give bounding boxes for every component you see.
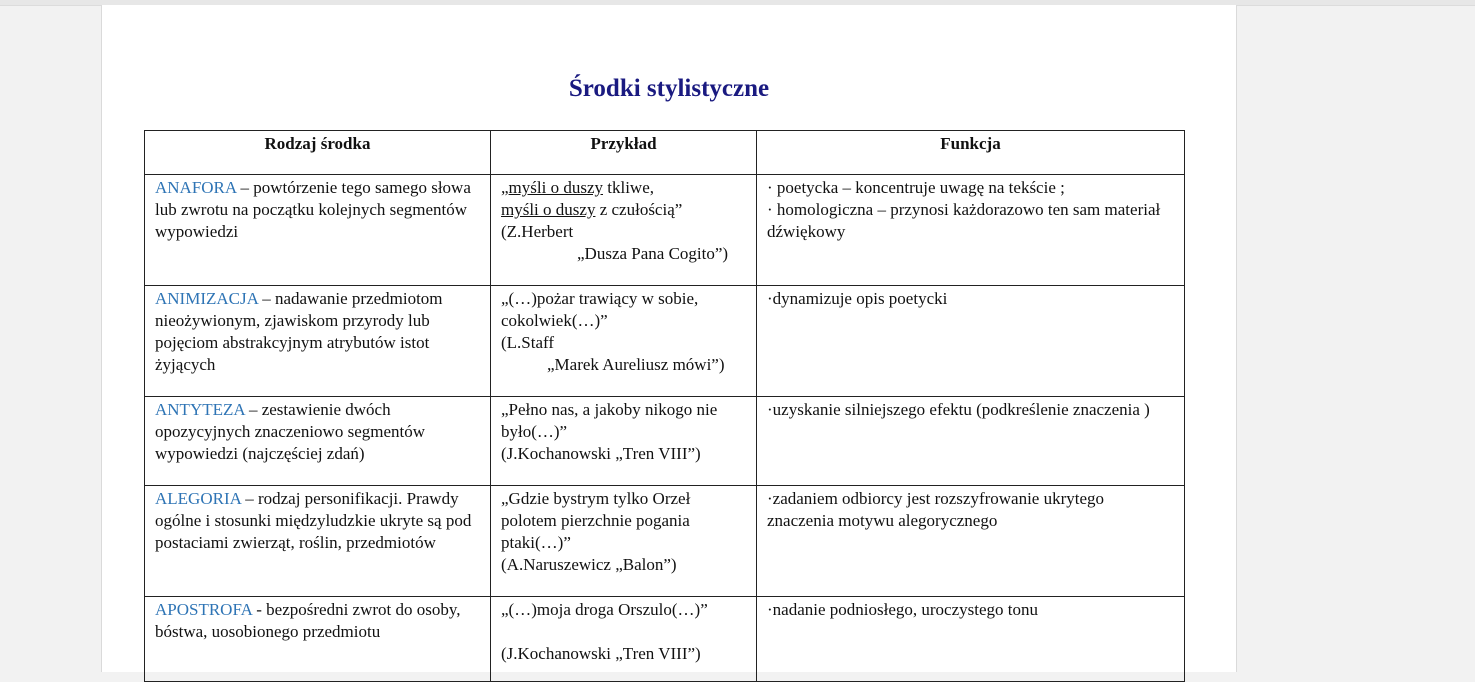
device-cell: [145, 175, 491, 286]
example-author: (Z.Herbert: [501, 222, 574, 241]
function-line: · homologiczna – przynosi każdorazowo ten sam materiał dźwiękowy: [767, 200, 1161, 241]
device-definition: – zestawienie dwóch opozycyjnych znaczeniowo segmentów wypowiedzi (najczęściej zdań): [155, 400, 426, 463]
example-cell: [491, 597, 757, 682]
device-term: ALEGORIA: [155, 489, 241, 508]
device-cell: [145, 397, 491, 486]
table-row: [145, 397, 1185, 486]
example-source: „Marek Aureliusz mówi”): [547, 355, 725, 374]
example-text: z czułością”: [595, 200, 683, 219]
device-term: APOSTROFA: [155, 600, 252, 619]
example-spacer: [501, 621, 746, 643]
function-cell: [757, 397, 1185, 486]
function-line: · poetycka – koncentruje uwagę na tekście ;: [767, 178, 1065, 197]
device-definition: - bezpośredni zwrot do osoby, bóstwa, uosobionego przedmiotu: [155, 600, 461, 641]
stylistic-devices-table: [144, 130, 1185, 682]
device-cell: [145, 286, 491, 397]
function-cell: [757, 286, 1185, 397]
function-line: ·zadaniem odbiorcy jest rozszyfrowanie ukrytego znaczenia motywu alegorycznego: [767, 489, 1105, 530]
quote-mark: „: [501, 178, 509, 197]
example-source: „Dusza Pana Cogito”): [577, 244, 729, 263]
example-text: tkliwe,: [603, 178, 654, 197]
example-line: [501, 177, 746, 199]
table-row: [145, 486, 1185, 597]
example-line: polotem pierzchnie pogania: [501, 511, 690, 530]
header-rodzaj: Rodzaj środka: [145, 131, 491, 175]
example-line: było(…)”: [501, 422, 568, 441]
table-row: [145, 286, 1185, 397]
example-line: „(…)pożar trawiący w sobie,: [501, 289, 699, 308]
device-definition: – powtórzenie tego samego słowa lub zwrotu na początku kolejnych segmentów wypowiedzi: [155, 178, 471, 241]
example-line: [501, 199, 746, 221]
function-line: ·dynamizuje opis poetycki: [767, 289, 948, 308]
example-cell: [491, 175, 757, 286]
underlined-phrase: myśli o duszy: [501, 200, 596, 219]
device-term: ANIMIZACJA: [155, 289, 258, 308]
device-cell: [145, 597, 491, 682]
example-cell: [491, 286, 757, 397]
example-line: ptaki(…)”: [501, 533, 571, 552]
example-author: (L.Staff: [501, 333, 555, 352]
underlined-phrase: myśli o duszy: [508, 178, 603, 197]
page-title: Środki stylistyczne: [568, 75, 770, 102]
document-page: [101, 5, 1237, 672]
example-line: „(…)moja droga Orszulo(…)”: [501, 600, 708, 619]
device-term: ANAFORA: [155, 178, 237, 197]
device-cell: [145, 486, 491, 597]
example-line: cokolwiek(…)”: [501, 311, 608, 330]
example-cell: [491, 486, 757, 597]
device-definition: – nadawanie przedmiotom nieożywionym, zjawiskom przyrody lub pojęciom abstrakcyjnym atrybutów istot żyjących: [155, 289, 443, 374]
function-cell: [757, 597, 1185, 682]
header-funkcja: Funkcja: [757, 131, 1185, 175]
example-line: „Gdzie bystrym tylko Orzeł: [501, 489, 691, 508]
table-row: [145, 175, 1185, 286]
function-line: ·nadanie podniosłego, uroczystego tonu: [767, 600, 1038, 619]
example-source: (A.Naruszewicz „Balon”): [501, 555, 677, 574]
function-line: ·uzyskanie silniejszego efektu (podkreślenie znaczenia ): [767, 400, 1150, 419]
example-source: (J.Kochanowski „Tren VIII”): [501, 644, 701, 663]
header-przyklad: Przykład: [491, 131, 757, 175]
table-row: [145, 597, 1185, 682]
function-cell: [757, 486, 1185, 597]
example-line: „Pełno nas, a jakoby nikogo nie: [501, 400, 718, 419]
device-definition: – rodzaj personifikacji. Prawdy ogólne i stosunki międzyludzkie ukryte są pod postaciami zwierząt, roślin, przedmiotów: [155, 489, 472, 552]
table-header-row: [145, 131, 1185, 175]
function-cell: [757, 175, 1185, 286]
device-term: ANTYTEZA: [155, 400, 245, 419]
example-cell: [491, 397, 757, 486]
example-source: (J.Kochanowski „Tren VIII”): [501, 444, 701, 463]
